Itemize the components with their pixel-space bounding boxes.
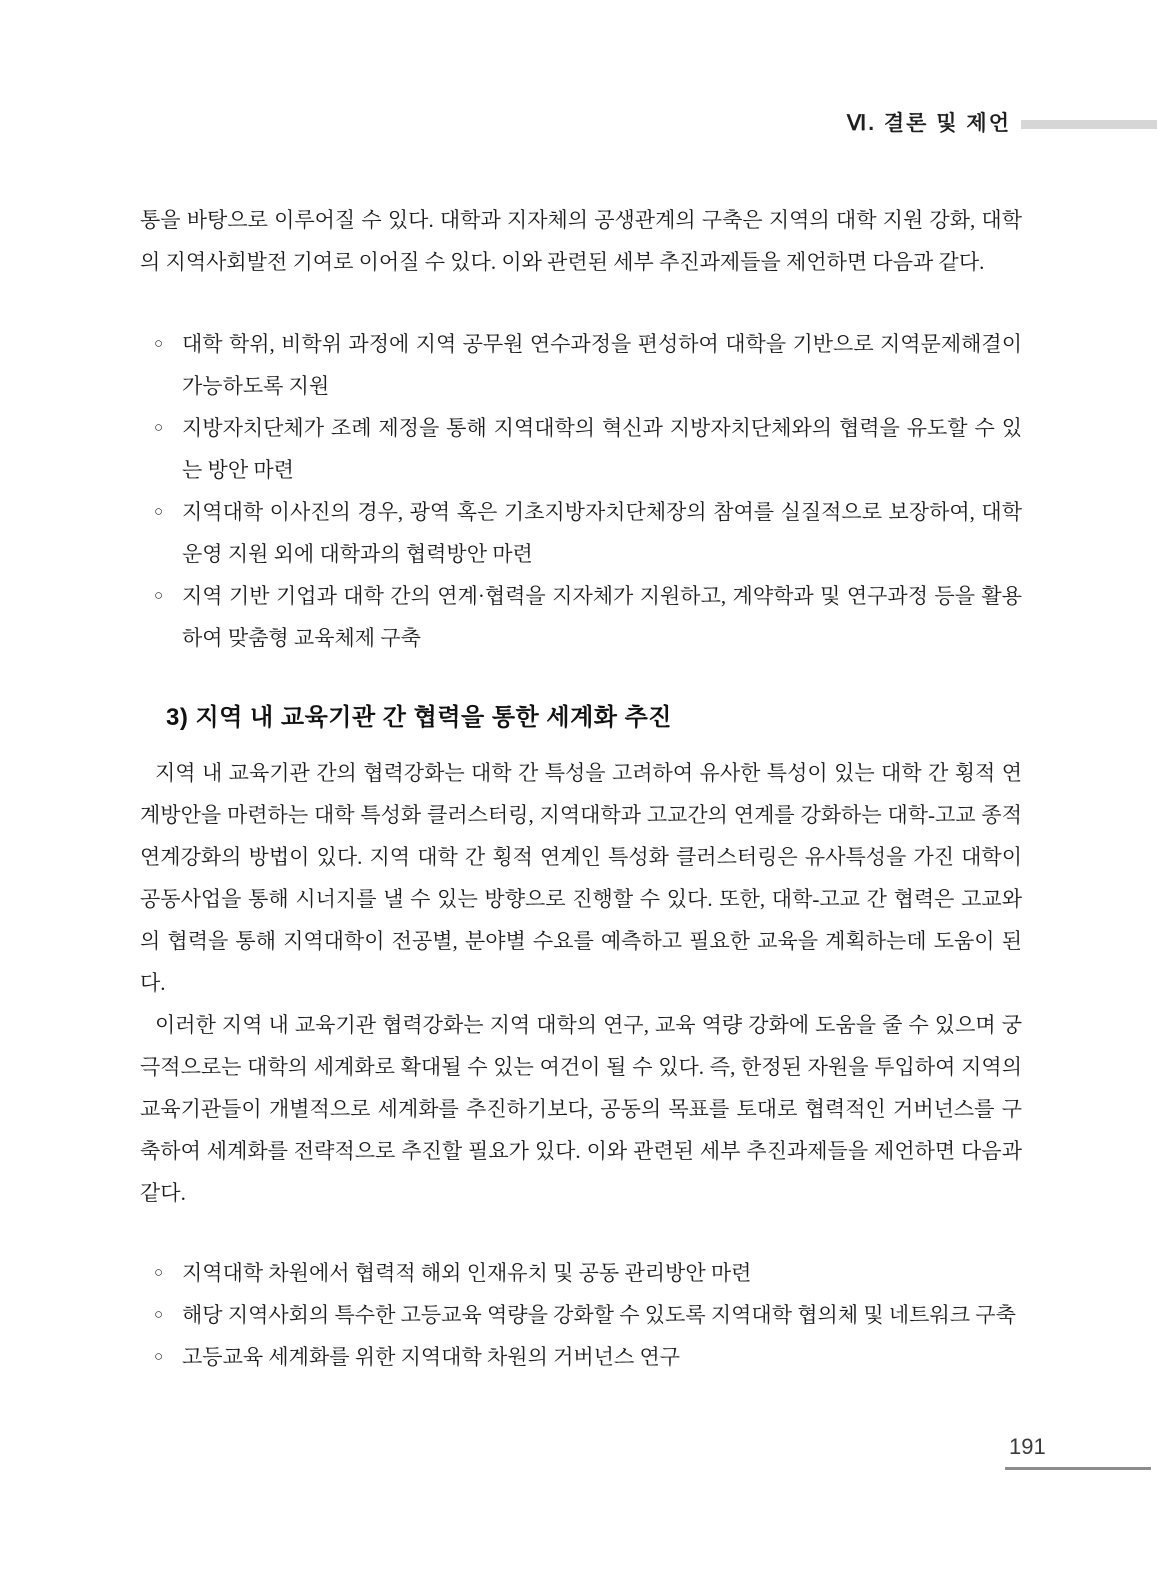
page-content xyxy=(140,199,1022,1382)
paragraph-continuation: 통을 바탕으로 이루어질 수 있다. 대학과 지자체의 공생관계의 구축은 지역의 대학 지원 강화, 대학의 지역사회발전 기여로 이어질 수 있다. 이와 관련된 세부 추진과제들을 제언하면 다음과 같다. xyxy=(140,208,1022,274)
list-item-text: 고등교육 세계화를 위한 지역대학 차원의 거버넌스 연구 xyxy=(182,1345,681,1369)
list-item-text: 지방자치단체가 조례 제정을 통해 지역대학의 혁신과 지방자치단체와의 협력을 유도할 수 있는 방안 마련 xyxy=(182,416,1022,482)
recommendation-list-1 xyxy=(140,323,1022,659)
circle-bullet-icon: ○ xyxy=(154,336,164,352)
list-item xyxy=(154,575,1022,659)
list-item xyxy=(154,407,1022,491)
list-item-text: 지역 기반 기업과 대학 간의 연계·협력을 지자체가 지원하고, 계약학과 및 연구과정 등을 활용하여 맞춤형 교육체제 구축 xyxy=(182,584,1022,650)
list-item-text: 지역대학 차원에서 협력적 해외 인재유치 및 공동 관리방안 마련 xyxy=(182,1261,752,1285)
circle-bullet-icon: ○ xyxy=(154,1265,164,1281)
section-heading: 3) 지역 내 교육기관 간 협력을 통한 세계화 추진 xyxy=(166,704,672,731)
list-item-text: 지역대학 이사진의 경우, 광역 혹은 기초지방자치단체장의 참여를 실질적으로 보장하여, 대학 운영 지원 외에 대학과의 협력방안 마련 xyxy=(182,500,1022,566)
header-decorative-bar xyxy=(1021,120,1157,129)
footer-rule xyxy=(1005,1467,1151,1470)
list-item xyxy=(154,1252,1022,1294)
page-number: 191 xyxy=(1009,1434,1046,1459)
circle-bullet-icon: ○ xyxy=(154,1307,164,1323)
list-item xyxy=(154,491,1022,575)
circle-bullet-icon: ○ xyxy=(154,420,164,436)
chapter-title: Ⅵ. 결론 및 제언 xyxy=(846,112,1011,135)
list-item xyxy=(154,1336,1022,1378)
list-item xyxy=(154,1294,1022,1336)
paragraph-body-1: 지역 내 교육기관 간의 협력강화는 대학 간 특성을 고려하여 유사한 특성이 있는 대학 간 횡적 연계방안을 마련하는 대학 특성화 클러스터링, 지역대학과 고교간의 연계를 강화하는 대학-고교 종적 연계강화의 방법이 있다. 지역 대학 간 횡적 연계인 특성화 클러스터링은 유사특성을 가진 대학이 공동사업을 통해 시너지를 낼 수 있는 방향으로 진행할 수 있다. 또한, 대학-고교 간 협력은 고교와의 협력을 통해 지역대학이 전공별, 분야별 수요를 예측하고 필요한 교육을 계획하는데 도움이 된다. xyxy=(140,761,1022,995)
recommendation-list-2 xyxy=(140,1252,1022,1378)
circle-bullet-icon: ○ xyxy=(154,504,164,520)
list-item-text: 해당 지역사회의 특수한 고등교육 역량을 강화할 수 있도록 지역대학 협의체 및 네트워크 구축 xyxy=(182,1303,1016,1327)
paragraph-body-2: 이러한 지역 내 교육기관 협력강화는 지역 대학의 연구, 교육 역량 강화에 도움을 줄 수 있으며 궁극적으로는 대학의 세계화로 확대될 수 있는 여건이 될 수 있다. 즉, 한정된 자원을 투입하여 지역의 교육기관들이 개별적으로 세계화를 추진하기보다, 공동의 목표를 토대로 협력적인 거버넌스를 구축하여 세계화를 전략적으로 추진할 필요가 있다. 이와 관련된 세부 추진과제들을 제언하면 다음과 같다. xyxy=(140,1013,1022,1205)
running-header xyxy=(847,107,1157,137)
list-item xyxy=(154,323,1022,407)
list-item-text: 대학 학위, 비학위 과정에 지역 공무원 연수과정을 편성하여 대학을 기반으로 지역문제해결이 가능하도록 지원 xyxy=(182,332,1022,398)
page-footer xyxy=(1005,1434,1153,1470)
circle-bullet-icon: ○ xyxy=(154,588,164,604)
circle-bullet-icon: ○ xyxy=(154,1349,164,1365)
